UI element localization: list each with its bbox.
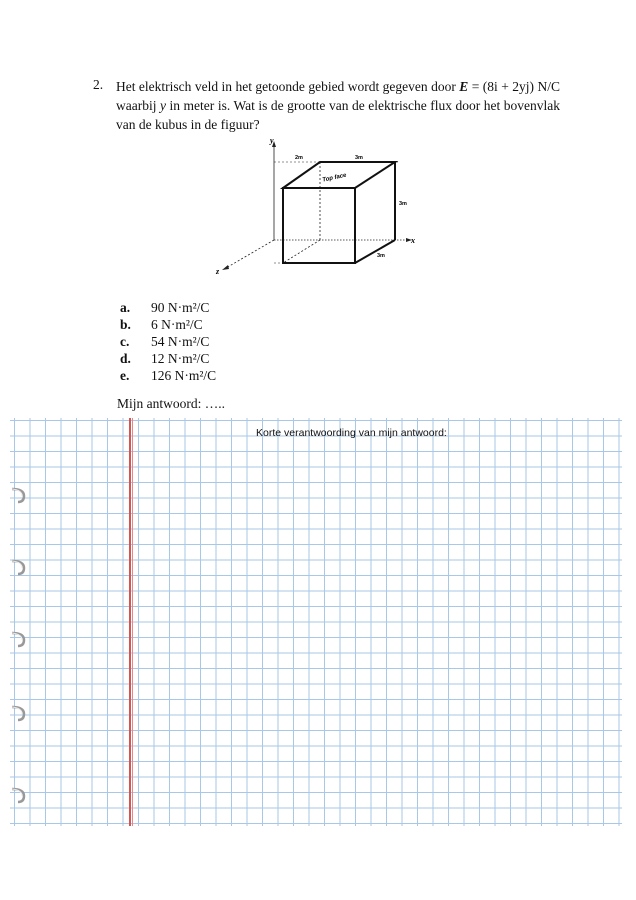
- cube-front-face: [283, 188, 355, 263]
- question-text-part: Het elektrisch veld in het getoonde gebied wordt gegeven door: [116, 79, 460, 94]
- option-letter: d.: [120, 351, 131, 366]
- margin-line: [129, 418, 131, 826]
- z-axis-label: z: [216, 267, 220, 276]
- option-value: 90 N·m²/C: [151, 300, 210, 315]
- option-value: 54 N·m²/C: [151, 334, 210, 349]
- margin-line-secondary: [132, 418, 133, 826]
- option-b[interactable]: [120, 316, 216, 333]
- binder-ring-icon: [10, 704, 32, 724]
- question-formula: = (8i + 2yj) N/C waarbij: [116, 79, 560, 113]
- dimension-right-3m: 3m: [399, 201, 407, 207]
- option-value: 12 N·m²/C: [151, 351, 210, 366]
- variable-y: y: [160, 98, 167, 113]
- binder-ring-icon: [10, 786, 32, 806]
- question-text-end: in meter is. Wat is de grootte van de elektrische flux door het bovenvlak van de kubus in de figuur?: [116, 98, 561, 132]
- option-value: 126 N·m²/C: [151, 368, 217, 383]
- binder-ring-icon: [10, 630, 32, 650]
- binder-ring-icon: [10, 558, 32, 578]
- top-face-label: Top face: [321, 172, 348, 184]
- x-axis-label: x: [411, 236, 415, 245]
- option-letter: e.: [120, 368, 130, 383]
- answer-field[interactable]: Mijn antwoord: …..: [117, 396, 225, 411]
- binder-ring-icon: [10, 486, 32, 506]
- option-value: 6 N·m²/C: [151, 317, 203, 332]
- question-number: 2.: [93, 77, 104, 92]
- dimension-bottom-3m: 3m: [377, 253, 385, 259]
- question-text: [116, 77, 560, 134]
- dimension-top-3m: 3m: [355, 155, 363, 161]
- option-letter: a.: [120, 300, 131, 315]
- dimension-2m: 2m: [295, 155, 303, 161]
- cube-figure: [200, 135, 440, 280]
- answer-options: [120, 299, 216, 384]
- grid-paper-area[interactable]: [10, 418, 622, 826]
- option-letter: c.: [120, 334, 130, 349]
- option-d[interactable]: [120, 350, 216, 367]
- option-letter: b.: [120, 317, 131, 332]
- z-axis-line: [226, 240, 274, 268]
- z-axis-arrow: [222, 265, 229, 270]
- field-symbol: E: [459, 79, 469, 94]
- grid-title: Korte verantwoording van mijn antwoord:: [256, 427, 447, 439]
- option-c[interactable]: [120, 333, 216, 350]
- y-axis-label: y: [270, 136, 274, 145]
- option-a[interactable]: [120, 299, 216, 316]
- option-e[interactable]: [120, 367, 216, 384]
